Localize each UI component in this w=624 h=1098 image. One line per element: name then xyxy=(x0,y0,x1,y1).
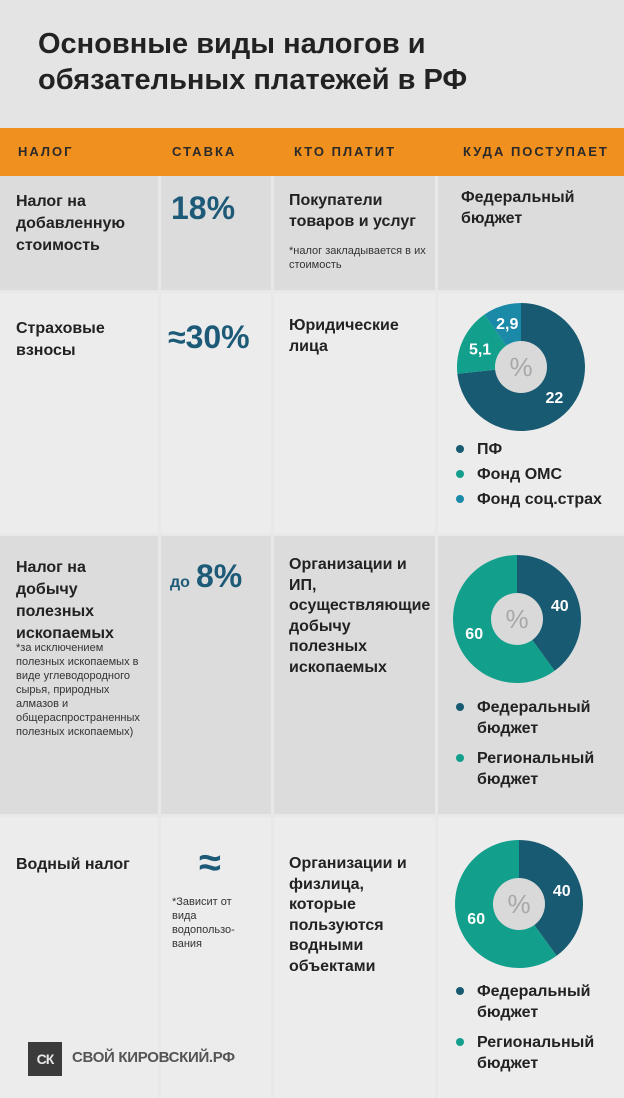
cell-destination xyxy=(438,817,624,1098)
cell-payer xyxy=(274,176,435,290)
payer-text: Покупатели товаров и услуг xyxy=(289,192,416,230)
cell-payer xyxy=(274,536,435,814)
legend-dot xyxy=(456,495,464,503)
title-area xyxy=(0,0,624,128)
legend-dot xyxy=(456,987,464,995)
slice-label: 60 xyxy=(467,910,486,928)
cell-tax xyxy=(0,293,158,533)
header-rate: СТАВКА xyxy=(172,144,237,159)
tax-note: *за исключением полезных ископаемых в виде углеводородного сырья, природных алмазов и общераспространенных полезных ископаемых) xyxy=(16,642,140,738)
pie-chart-met xyxy=(452,554,582,684)
rate-prefix: до xyxy=(170,574,190,591)
logo-text: СВОЙ КИРОВСКИЙ.РФ xyxy=(72,1049,235,1066)
legend-dot xyxy=(456,754,464,762)
tax-name: Страховые взносы xyxy=(16,320,105,359)
tax-name: Водный налог xyxy=(16,856,130,873)
legend-dot xyxy=(456,470,464,478)
table-header xyxy=(0,128,624,176)
legend-label: Региональный бюджет xyxy=(477,1034,595,1072)
header-destination: КУДА ПОСТУПАЕТ xyxy=(463,144,609,159)
tax-name: Налог на добычу полезных ископаемых xyxy=(16,559,114,642)
legend-dot xyxy=(456,703,464,711)
destination-text: Федеральный бюджет xyxy=(461,189,575,227)
slice-label: 22 xyxy=(545,390,564,408)
tax-rate: ≈ xyxy=(199,841,221,885)
header-tax: НАЛОГ xyxy=(18,144,74,159)
legend-label: Федеральный бюджет xyxy=(477,699,591,737)
slice-label: 40 xyxy=(552,883,571,901)
cell-destination xyxy=(438,293,624,533)
cell-tax xyxy=(0,176,158,290)
cell-tax xyxy=(0,536,158,814)
logo-mark: СК xyxy=(28,1042,62,1076)
slice-label: 40 xyxy=(550,598,569,616)
tax-rate: 18% xyxy=(171,190,236,226)
table-row-insurance xyxy=(0,293,624,533)
payer-text: Организации и ИП, осуществляющие добычу полезных ископаемых xyxy=(289,556,431,676)
cell-rate xyxy=(161,536,271,814)
payer-note: *налог закладывается в их стоимость xyxy=(289,245,426,271)
pie-center-label: % xyxy=(507,889,531,919)
pie-center-label: % xyxy=(509,352,533,382)
table-row-vat xyxy=(0,176,624,290)
legend-label: Фонд соц.страх xyxy=(477,491,602,508)
legend-label: Фонд ОМС xyxy=(477,466,563,483)
rate-note: *Зависит от вида водопользо-вания xyxy=(172,896,235,950)
legend-dot xyxy=(456,445,464,453)
cell-destination xyxy=(438,536,624,814)
tax-rate: ≈30% xyxy=(168,319,250,355)
payer-text: Организации и физлица, которые пользуются водными объектами xyxy=(289,855,407,975)
cell-rate xyxy=(161,293,271,533)
slice-label: 60 xyxy=(465,625,484,643)
cell-payer xyxy=(274,293,435,533)
cell-rate xyxy=(161,176,271,290)
page-title: Основные виды налогов и обязательных платежей в РФ xyxy=(38,28,468,96)
slice-label: 2,9 xyxy=(496,316,519,334)
legend-label: Региональный бюджет xyxy=(477,750,595,788)
pie-chart-water xyxy=(454,839,584,969)
pie-chart-insurance xyxy=(456,302,586,432)
table-row-met xyxy=(0,536,624,814)
pie-center-label: % xyxy=(505,604,529,634)
legend-label: Федеральный бюджет xyxy=(477,983,591,1021)
payer-text: Юридические лица xyxy=(289,317,399,355)
tax-rate: 8% xyxy=(196,558,243,594)
cell-destination xyxy=(438,176,624,290)
slice-label: 5,1 xyxy=(468,341,492,359)
legend-dot xyxy=(456,1038,464,1046)
cell-payer xyxy=(274,817,435,1098)
header-payer: КТО ПЛАТИТ xyxy=(294,144,397,159)
legend-label: ПФ xyxy=(477,441,503,458)
tax-name: Налог на добавленную стоимость xyxy=(16,193,126,254)
